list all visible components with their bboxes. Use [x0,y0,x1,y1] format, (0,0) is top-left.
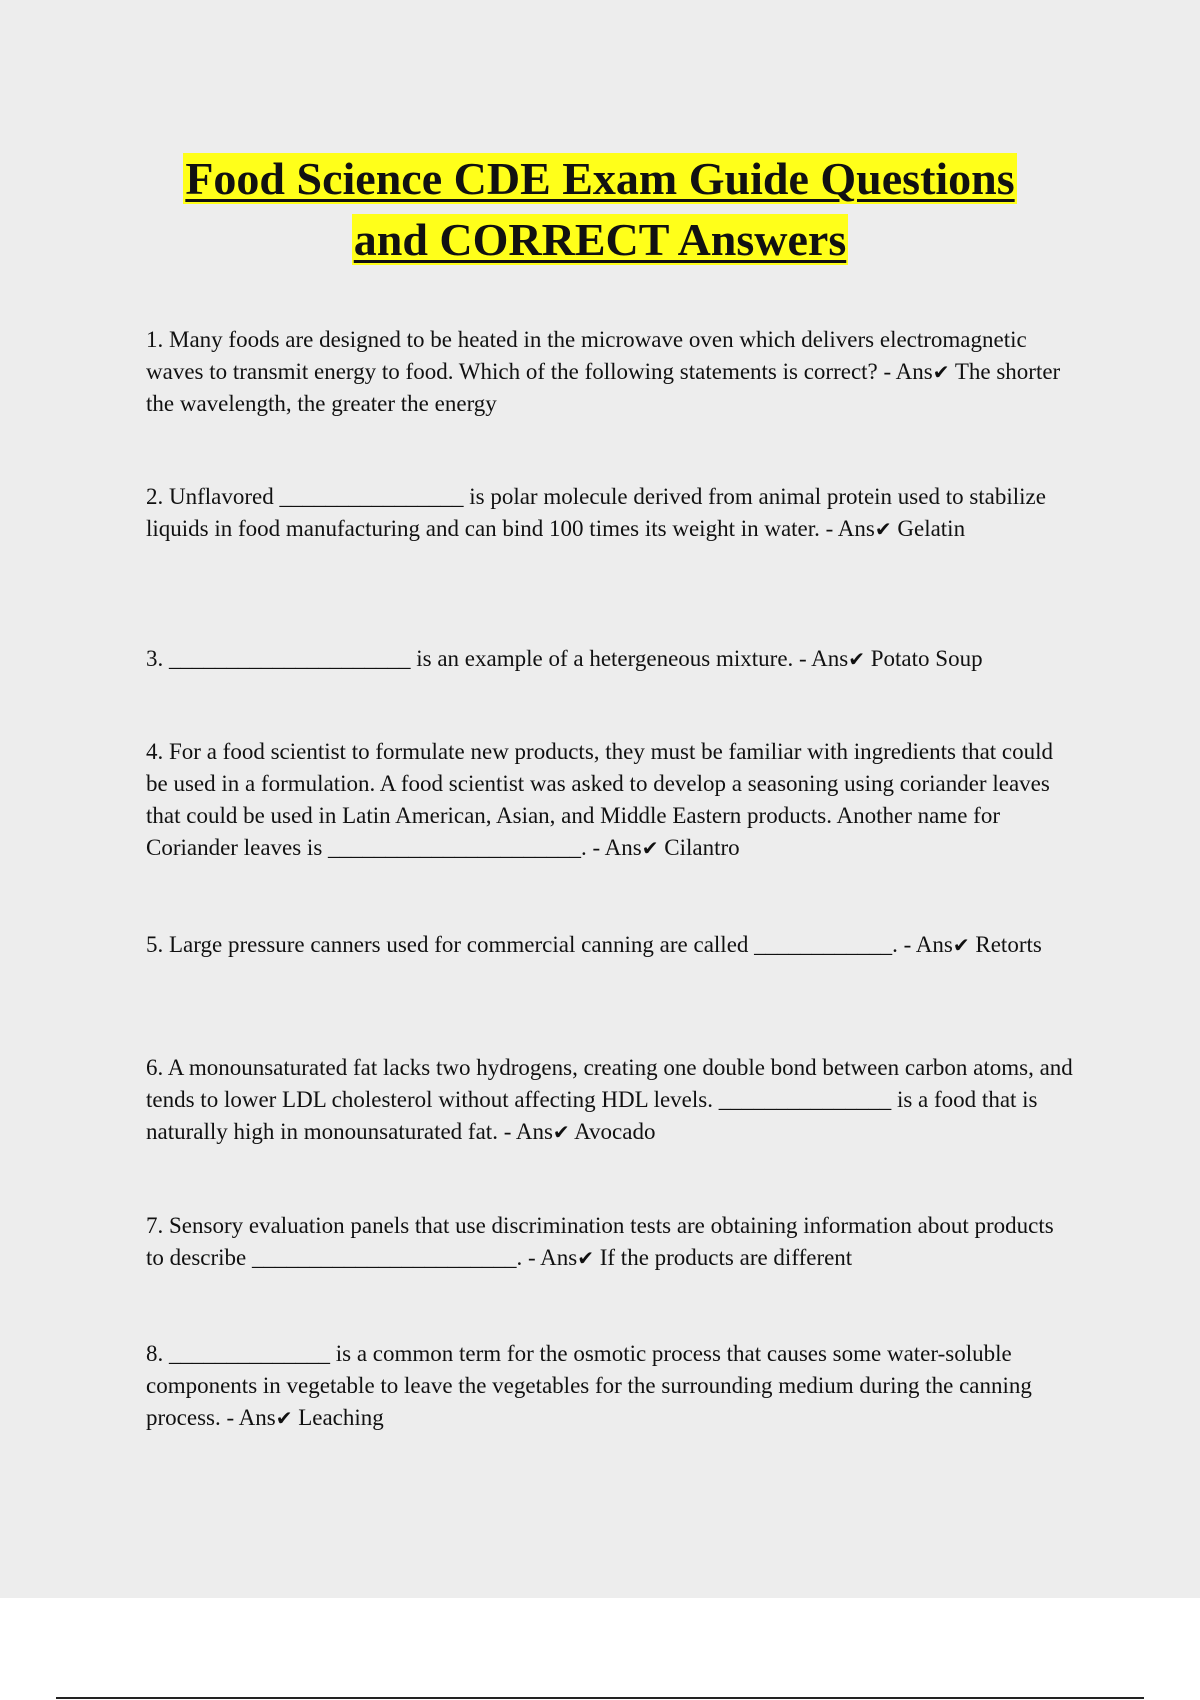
question-answer: Potato Soup [870,646,983,671]
question-answer: Cilantro [664,835,740,860]
checkmark-icon: ✔ [577,1246,594,1270]
checkmark-icon: ✔ [932,360,950,384]
question-3 [146,643,1076,675]
question-text: ______________ is a common term for the osmotic process that causes some water-soluble components in vegetable to leave the vegetables for the surrounding medium during the canning process. - Ans [146,1341,1032,1430]
title-line-1: Food Science CDE Exam Guide Questions [185,153,1015,204]
question-text: Unflavored ________________ is polar molecule derived from animal protein used to stabilize liquids in food manufacturing and can bind 100 times its weight in water. - Ans [146,484,1046,541]
question-number: 5. [146,932,164,957]
question-answer: Avocado [574,1119,656,1144]
question-answer: If the products are different [599,1245,853,1270]
question-number: 3. [146,646,164,671]
question-answer: The shorter the wavelength, the greater the energy [146,359,1061,416]
question-number: 8. [146,1341,164,1366]
question-8 [146,1338,1076,1434]
title-line-2: and CORRECT Answers [353,214,847,265]
question-answer: Gelatin [897,516,966,541]
question-number: 7. [146,1213,164,1238]
question-text: Large pressure canners used for commercial canning are called ____________. - Ans [169,932,953,957]
question-2 [146,481,1076,545]
checkmark-icon: ✔ [275,1406,293,1430]
question-7 [146,1210,1076,1274]
page-bottom-divider [56,1697,1144,1699]
question-text: For a food scientist to formulate new products, they must be familiar with ingredients that could be used in a formulation. A food scientist was asked to develop a seasoning using coriander leaves that could be used in Latin American, Asian, and Middle Eastern products. Another name for Coriander leaves is ______________________. - Ans [146,739,1054,860]
question-answer: Retorts [975,932,1042,957]
checkmark-icon: ✔ [641,836,659,860]
question-4 [146,736,1076,864]
question-number: 1. [146,327,164,352]
question-1 [146,324,1076,420]
question-number: 6. [146,1055,164,1080]
question-text: A monounsaturated fat lacks two hydrogens, creating one double bond between carbon atoms, and tends to lower LDL cholesterol without affecting HDL levels. _______________ is a food that is naturally high in monounsaturated fat. - Ans [146,1055,1073,1144]
question-text: Sensory evaluation panels that use discrimination tests are obtaining information about products to describe _______________________. - Ans [146,1213,1054,1270]
question-6 [146,1052,1076,1148]
checkmark-icon: ✔ [874,517,892,541]
document-title [0,148,1200,270]
checkmark-icon: ✔ [848,647,865,671]
question-5 [146,929,1076,961]
checkmark-icon: ✔ [952,933,970,957]
question-text: _____________________ is an example of a hetergeneous mixture. - Ans [169,646,849,671]
question-number: 4. [146,739,164,764]
question-answer: Leaching [298,1405,384,1430]
question-text: Many foods are designed to be heated in the microwave oven which delivers electromagnetic waves to transmit energy to food. Which of the following statements is correct? - Ans [146,327,1027,384]
question-number: 2. [146,484,164,509]
checkmark-icon: ✔ [552,1120,570,1144]
